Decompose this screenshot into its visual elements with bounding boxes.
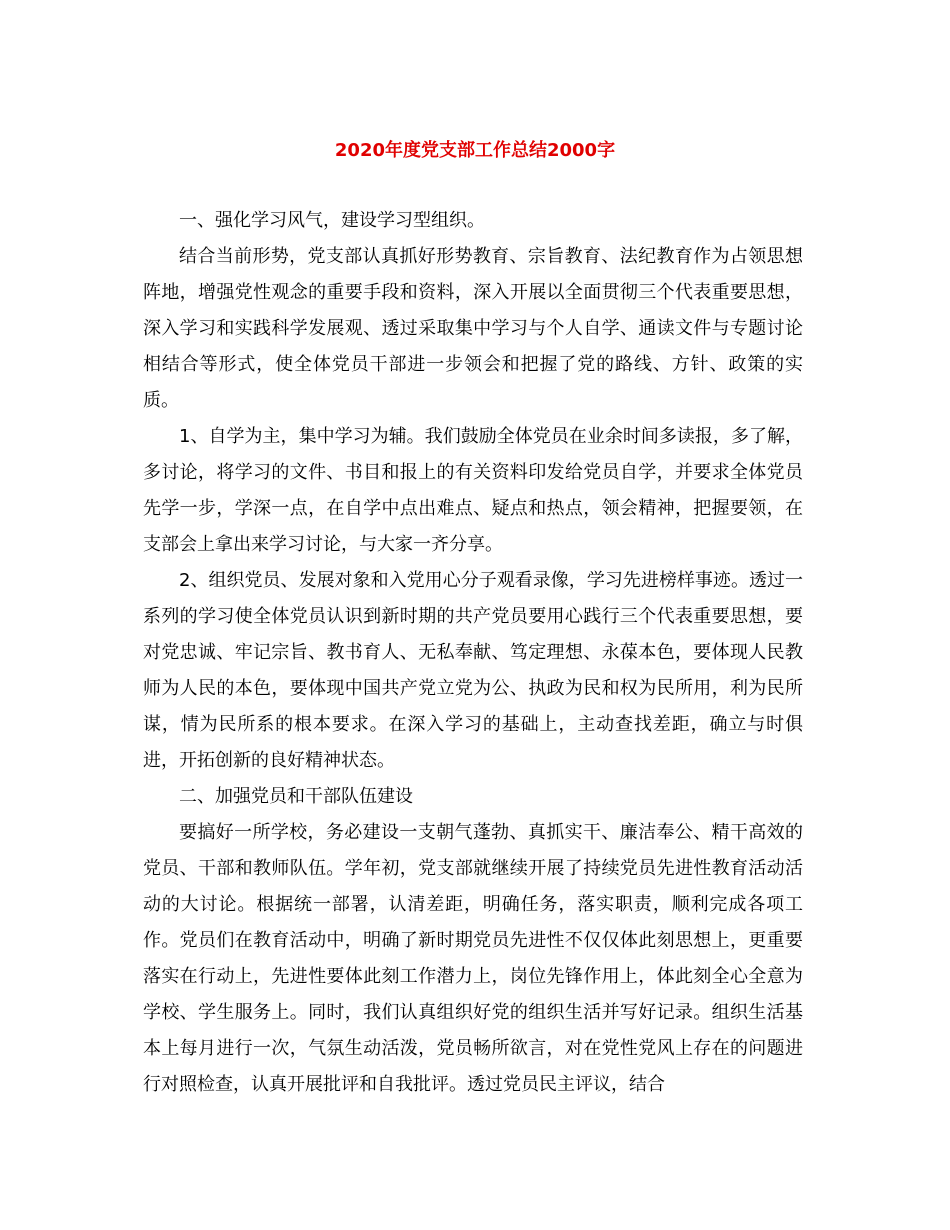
paragraph-self-study: 1、自学为主，集中学习为辅。我们鼓励全体党员在业余时间多读报，多了解，多讨论，将学习的文件、书目和报上的有关资料印发给党员自学，并要求全体党员先学一步，学深一点，在自学中点出难点、疑点和热点，领会精神，把握要领，在支部会上拿出来学习讨论，与大家一齐分享。 <box>143 426 803 555</box>
heading-section-two: 二、加强党员和干部队伍建设 <box>179 786 413 807</box>
paragraph-situation-education: 结合当前形势，党支部认真抓好形势教育、宗旨教育、法纪教育作为占领思想阵地，增强党性观念的重要手段和资料，深入开展以全面贯彻三个代表重要思想，深入学习和实践科学发展观、透过采取集中学习与个人自学、通读文件与专题讨论相结合等形式，使全体党员干部进一步领会和把握了党的路线、方针、政策的实质。 <box>143 246 803 411</box>
paragraph-team-building: 要搞好一所学校，务必建设一支朝气蓬勃、真抓实干、廉洁奉公、精干高效的党员、干部和教师队伍。学年初，党支部就继续开展了持续党员先进性教育活动活动的大讨论。根据统一部署，认清差距，明确任务，落实职责，顺利完成各项工作。党员们在教育活动中，明确了新时期党员先进性不仅仅体此刻思想上，更重要落实在行动上，先进性要体此刻工作潜力上，岗位先锋作用上，体此刻全心全意为学校、学生服务上。同时，我们认真组织好党的组织生活并写好记录。组织生活基本上每月进行一次，气氛生动活泼，党员畅所欲言，对在党性党风上存在的问题进行对照检查，认真开展批评和自我批评。透过党员民主评议，结合 <box>143 822 803 1095</box>
document-body <box>143 203 803 1103</box>
paragraph-watch-videos: 2、组织党员、发展对象和入党用心分子观看录像，学习先进榜样事迹。透过一系列的学习使全体党员认识到新时期的共产党员要用心践行三个代表重要思想，要对党忠诚、牢记宗旨、教书育人、无私奉献、笃定理想、永葆本色，要体现人民教师为人民的本色，要体现中国共产党立党为公、执政为民和权为民所用，利为民所谋，情为民所系的根本要求。在深入学习的基础上，主动查找差距，确立与时俱进，开拓创新的良好精神状态。 <box>143 570 803 771</box>
document-title: 2020年度党支部工作总结2000字 <box>334 140 616 161</box>
heading-section-one: 一、强化学习风气，建设学习型组织。 <box>179 210 485 231</box>
